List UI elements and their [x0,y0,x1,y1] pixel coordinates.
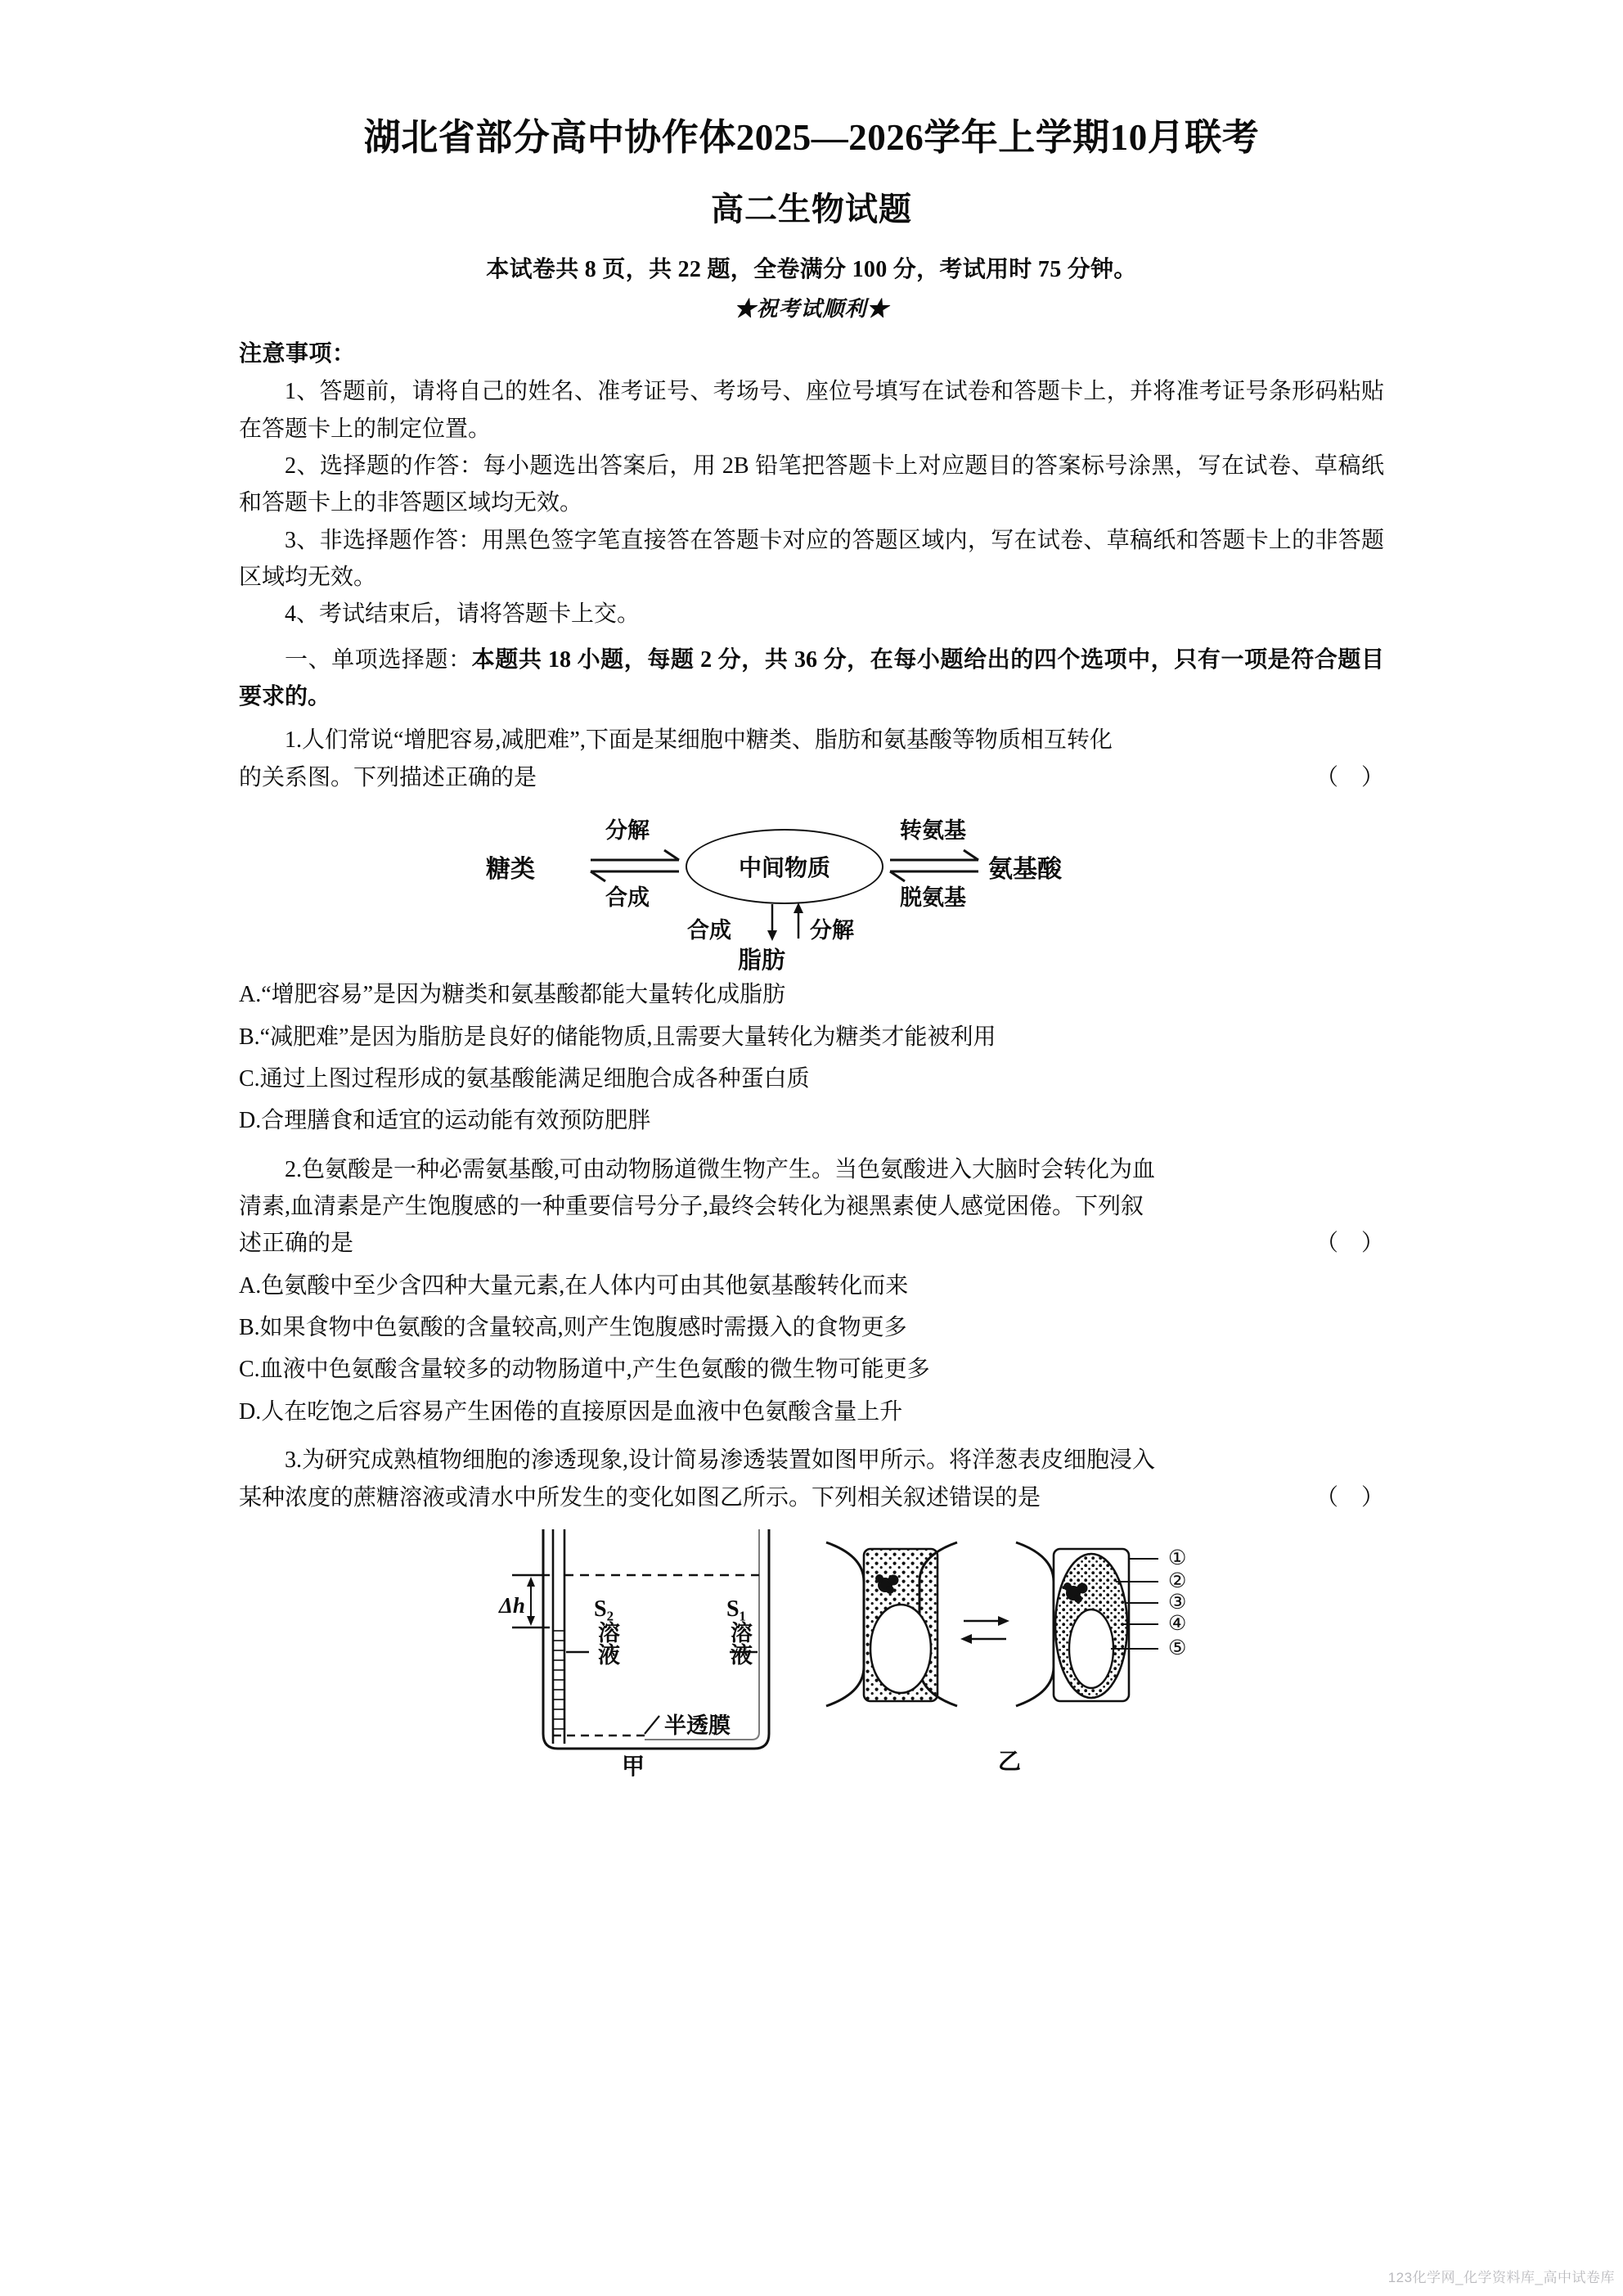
question-2-stem-line-1: 2.色氨酸是一种必需氨基酸,可由动物肠道微生物产生。当色氨酸进入大脑时会转化为血 [285,1156,1156,1182]
question-3-stem-line-2: 某种浓度的蔗糖溶液或清水中所发生的变化如图乙所示。下列相关叙述错误的是 [239,1484,1041,1510]
metabolism-label-decompose-up: 分解 [810,918,854,943]
question-1-answer-blank[interactable]: （ ） [1315,764,1384,790]
page-subtitle: 高二生物试题 [711,191,912,228]
note-item-2: 2、选择题的作答：每小题选出答案后，用 2B 铅笔把答题卡上对应题目的答案标号涂黑，写在试卷、草稿纸和答题卡上的非答题区域均无效。 [239,452,1384,516]
osmosis-label-s1-solution: 溶液 [727,1620,752,1665]
plasmolysis-callout-2: ② [1168,1569,1187,1592]
question-2-option-a[interactable]: A.色氨酸中至少含四种大量元素,在人体内可由其他氨基酸转化而来 [239,1272,909,1299]
osmosis-apparatus-svg [484,1529,812,1775]
osmosis-label-delta-h: Δh [499,1592,525,1618]
question-1-option-c[interactable]: C.通过上图过程形成的氨基酸能满足细胞合成各种蛋白质 [239,1065,810,1092]
metabolism-label-synthesize-down: 合成 [687,918,731,943]
question-1-stem-line-2: 的关系图。下列描述正确的是 [239,764,537,790]
metabolism-label-decompose-left: 分解 [605,818,650,844]
question-1-option-d[interactable]: D.合理膳食和适宜的运动能有效预防肥胖 [239,1108,651,1134]
osmosis-label-semipermeable-membrane: 半透膜 [664,1713,731,1738]
good-luck-line: ★祝考试顺利★ [734,297,889,322]
metabolism-label-amino-acid: 氨基酸 [988,856,1062,884]
question-2-option-c[interactable]: C.血液中色氨酸含量较多的动物肠道中,产生色氨酸的微生物可能更多 [239,1357,930,1383]
metabolism-label-fat: 脂肪 [738,948,786,975]
section-label: 一、单项选择题： [285,646,472,673]
metabolism-label-carbohydrate: 糖类 [486,856,535,884]
osmosis-label-s1: S₁ [726,1596,746,1622]
question-3-stem-line-2-row [239,1479,1384,1516]
notes-heading: 注意事项： [239,341,356,367]
question-3-stem-line-1: 3.为研究成熟植物细胞的渗透现象,设计简易渗透装置如图甲所示。将洋葱表皮细胞浸入 [285,1447,1156,1474]
metabolism-label-deamination: 脱氨基 [900,885,966,911]
plasmolysis-callout-4: ④ [1168,1612,1187,1635]
note-item-4: 4、考试结束后，请将答题卡上交。 [285,601,641,628]
page-title: 湖北省部分高中协作体2025—2026学年上学期10月联考 [363,117,1260,158]
figure-metabolism-diagram [239,808,1384,975]
question-2-option-d[interactable]: D.人在吃饱之后容易产生困倦的直接原因是血液中色氨酸含量上升 [239,1398,903,1425]
note-item-3: 3、非选择题作答：用黑色签字笔直接答在答题卡对应的答题区域内，写在试卷、草稿纸和答题卡上的非答题区域均无效。 [239,527,1384,591]
page-content [239,115,1384,1780]
osmosis-caption-jia: 甲 [622,1754,645,1780]
plasmolysis-callout-1: ① [1168,1546,1187,1569]
plasmolysis-caption-yi: 乙 [998,1749,1022,1775]
question-2-answer-blank[interactable]: （ ） [1315,1231,1384,1257]
question-1-stem-line-2-row [239,759,1384,796]
osmosis-label-s2-solution: 溶液 [595,1620,619,1665]
metabolism-label-synthesize-left: 合成 [605,885,650,911]
metabolism-label-transamination: 转氨基 [900,818,966,844]
footer-watermark: 123化学网_化学资料库_高中试卷库 [1387,2270,1615,2285]
section-description: 本题共 18 小题，每题 2 分，共 36 分，在每小题给出的四个选项中，只有一项是符合题目要求的。 [239,646,1384,710]
plasmolysis-callout-5: ⑤ [1168,1636,1187,1659]
section-heading [239,642,1384,716]
note-item-1: 1、答题前，请将自己的姓名、准考证号、考场号、座位号填写在试卷和答题卡上，并将准考证号条形码粘贴在答题卡上的制定位置。 [239,379,1384,442]
question-1-stem-line-1: 1.人们常说“增肥容易,减肥难”,下面是某细胞中糖类、脂肪和氨基酸等物质相互转化 [285,727,1113,754]
question-3-answer-blank[interactable]: （ ） [1315,1484,1384,1510]
question-2-stem-line-2: 清素,血清素是产生饱腹感的一种重要信号分子,最终会转化为褪黑素使人感觉困倦。下列叙 [239,1194,1144,1219]
question-2-option-b[interactable]: B.如果食物中色氨酸的含量较高,则产生饱腹感时需摄入的食物更多 [239,1315,907,1341]
osmosis-label-s2: S₂ [594,1596,614,1622]
metabolism-label-intermediate: 中间物质 [738,856,830,882]
question-1-option-a[interactable]: A.“增肥容易”是因为糖类和氨基酸都能大量转化成脂肪 [239,982,786,1008]
plasmolysis-callout-3: ③ [1168,1591,1187,1614]
metabolism-oval-intermediate [686,829,883,904]
question-2-stem-line-3: 述正确的是 [239,1231,354,1257]
question-2-stem-line-3-row [239,1225,1384,1262]
plasmolysis-cells-svg [812,1534,1171,1780]
exam-info-line: 本试卷共 8 页，共 22 题，全卷满分 100 分，考试用时 75 分钟。 [486,257,1137,283]
figure-osmosis-and-plasmolysis [239,1529,1384,1780]
question-1-option-b[interactable]: B.“减肥难”是因为脂肪是良好的储能物质,且需要大量转化为糖类才能被利用 [239,1024,996,1050]
